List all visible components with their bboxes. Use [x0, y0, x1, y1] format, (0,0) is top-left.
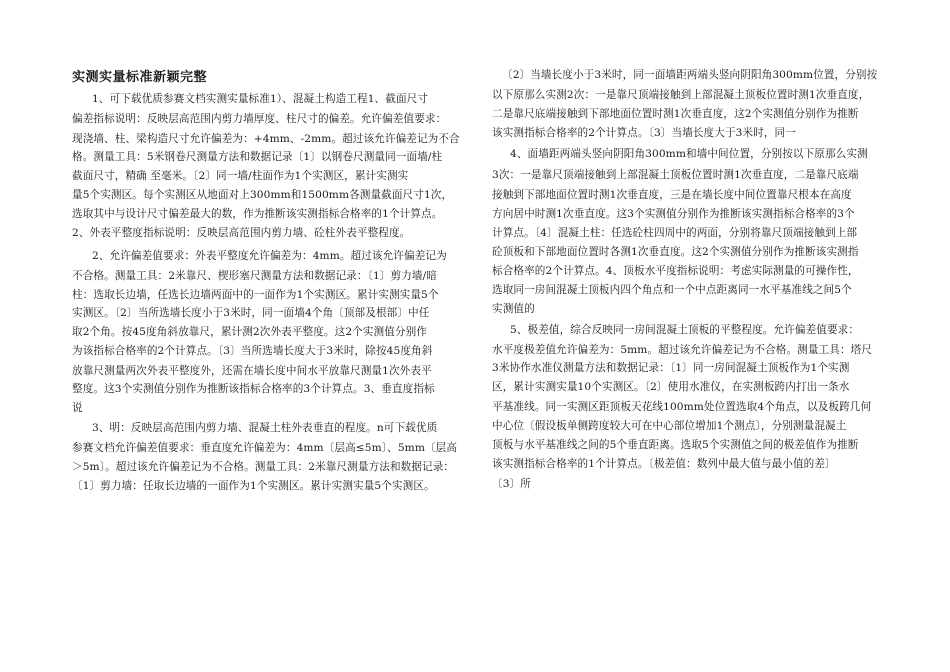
left-text-line: 量5个实测区。每个实测区从地面对上300mm和1500mm各测量截面尺寸1次，: [72, 189, 453, 201]
left-text-line: 取2个角。按45度角斜放靠尺，累计测2次外表平整度。这2个实测值分别作: [72, 326, 428, 338]
right-text-line: 平基准线。同一实测区距顶板天花线100mm处位置选取4个角点，以及板跨几何: [492, 401, 872, 413]
left-text-line: 偏差指标说明：反映层高范围内剪力墙厚度、柱尺寸的偏差。允许偏差值要求：: [72, 113, 447, 125]
right-text-line: 顶板与水平基准线之间的5个垂直距离。选取5个实测值之间的极差值作为推断: [492, 439, 859, 451]
right-text-line: 3次：一是靠尺顶端接触到上部混凝土顶板位置时测1次垂直度，二是靠尺底端: [492, 169, 859, 181]
left-text-line: 现浇墙、柱、梁构造尺寸允许偏差为：+4mm、-2mm。超过该允许偏差记为不合: [72, 133, 460, 145]
right-text-line: 4、面墙距两端头竖向阴阳角300mm和墙中间位置，分别按以下原那么实测: [510, 148, 868, 160]
left-text-line: 〔1〕剪力墙：任取长边墙的一面作为1个实测区。累计实测实量5个实测区。: [72, 480, 435, 492]
right-text-line: 方向居中时测1次垂直度。这3个实测值分别作为推断该实测指标合格率的3个: [492, 208, 855, 220]
document-title: 实测实量标准新颖完整: [72, 70, 208, 85]
left-text-line: 2、允许偏差值要求：外表平整度允许偏差为：4mm。超过该允许偏差记为: [92, 250, 447, 262]
right-text-line: 〔2〕当墙长度小于3米时，同一面墙距两端头竖向阴阳角300mm位置，分别按: [502, 69, 878, 81]
right-text-line: 3米协作水准仪测量方法和数据记录：〔1〕同一房间混凝土顶板作为1个实测: [492, 362, 850, 374]
right-text-line: 选取同一房间混凝土顶板内四个角点和一个中点距离同一水平基准线之间5个: [492, 284, 852, 296]
right-text-line: 该实测指标合格率的1个计算点。〔极差值：数列中最大值与最小值的差〕: [492, 458, 836, 470]
left-text-line: 选取其中与设计尺寸偏差最大的数，作为推断该实测指标合格率的1个计算点。: [72, 208, 443, 220]
right-text-line: 中心位〔假设板单侧跨度较大可在中心部位增加1个测点〕，分别测量混凝土: [492, 420, 847, 432]
right-text-line: 水平度极差值允许偏差为：5mm。超过该允许偏差记为不合格。测量工具：塔尺: [492, 344, 873, 356]
right-text-line: 砼顶板和下部地面位置时各测1次垂直度。这2个实测值分别作为推断该实测指: [492, 246, 859, 258]
right-text-line: 计算点。〔4〕混凝土柱：任选砼柱四周中的两面，分别将靠尺顶端接触到上部: [492, 227, 858, 239]
left-text-line: 为该指标合格率的2个计算点。〔3〕当所选墙长度大于3米时，除按45度角斜: [72, 345, 433, 357]
right-text-line: 标合格率的2个计算点。4、顶板水平度指标说明：考虑实际测量的可操作性，: [492, 265, 859, 277]
left-text-line: 柱：选取长边墙，任选长边墙两面中的一面作为1个实测区。累计实测实量5个: [72, 289, 439, 301]
left-text-line: 截面尺寸，精确 至毫米。〔2〕同一墙/柱面作为1个实测区，累计实测实: [72, 170, 409, 182]
left-text-line: 说: [72, 402, 83, 414]
left-text-line: 格。测量工具：5米钢卷尺测量方法和数据记录〔1〕以钢卷尺测量同一面墙/柱: [72, 151, 443, 163]
right-text-line: 实测值的: [492, 303, 535, 315]
left-text-line: 整度。这3个实测值分别作为推断该指标合格率的3个计算点。3、垂直度指标: [72, 383, 435, 395]
left-text-line: 参赛文档允许偏差值要求：垂直度允许偏差为：4mm〔层高≤5m〕、5mm〔层高: [72, 442, 458, 454]
left-text-line: ＞5m〕。超过该允许偏差记为不合格。测量工具：2米靠尺测量方法和数据记录：: [72, 461, 455, 473]
left-text-line: 放靠尺测量两次外表平整度外，还需在墙长度中间水平放靠尺测量1次外表平: [72, 365, 432, 377]
left-text-line: 不合格。测量工具：2米靠尺、楔形塞尺测量方法和数据记录：〔1〕剪力墙/暗: [72, 270, 437, 282]
left-text-line: 实测区。〔2〕当所选墙长度小于3米时，同一面墙4个角〔顶部及根部〕中任: [72, 307, 430, 319]
left-text-line: 2、外表平整度指标说明：反映层高范围内剪力墙、砼柱外表平整程度。: [72, 227, 411, 239]
right-text-line: 〔3〕所: [492, 478, 531, 490]
right-text-line: 区，累计实测实量10个实测区。〔2〕使用水准仪，在实测板跨内打出一条水: [492, 381, 850, 393]
right-text-line: 以下原那么实测2次：一是靠尺顶端接触到上部混凝土顶板位置时测1次垂直度，: [492, 89, 870, 101]
left-text-line: 1、可下载优质参赛文档实测实量标准1）、混凝土构造工程1、截面尺寸: [92, 93, 429, 105]
left-text-line: 3、明：反映层高范围内剪力墙、混凝土柱外表垂直的程度。n可下载优质: [92, 422, 438, 434]
right-text-line: 5、极差值，综合反映同一房间混凝土顶板的平整程度。允许偏差值要求：: [510, 324, 860, 336]
right-text-line: 该实测指标合格率的2个计算点。〔3〕当墙长度大于3米时，同一: [492, 127, 796, 139]
right-text-line: 接触到下部地面位置时测1次垂直度，三是在墙长度中间位置靠尺根本在高度: [492, 189, 852, 201]
right-text-line: 二是靠尺底端接触到下部地面位置时测1次垂直度，这2个实测值分别作为推断: [492, 108, 859, 120]
